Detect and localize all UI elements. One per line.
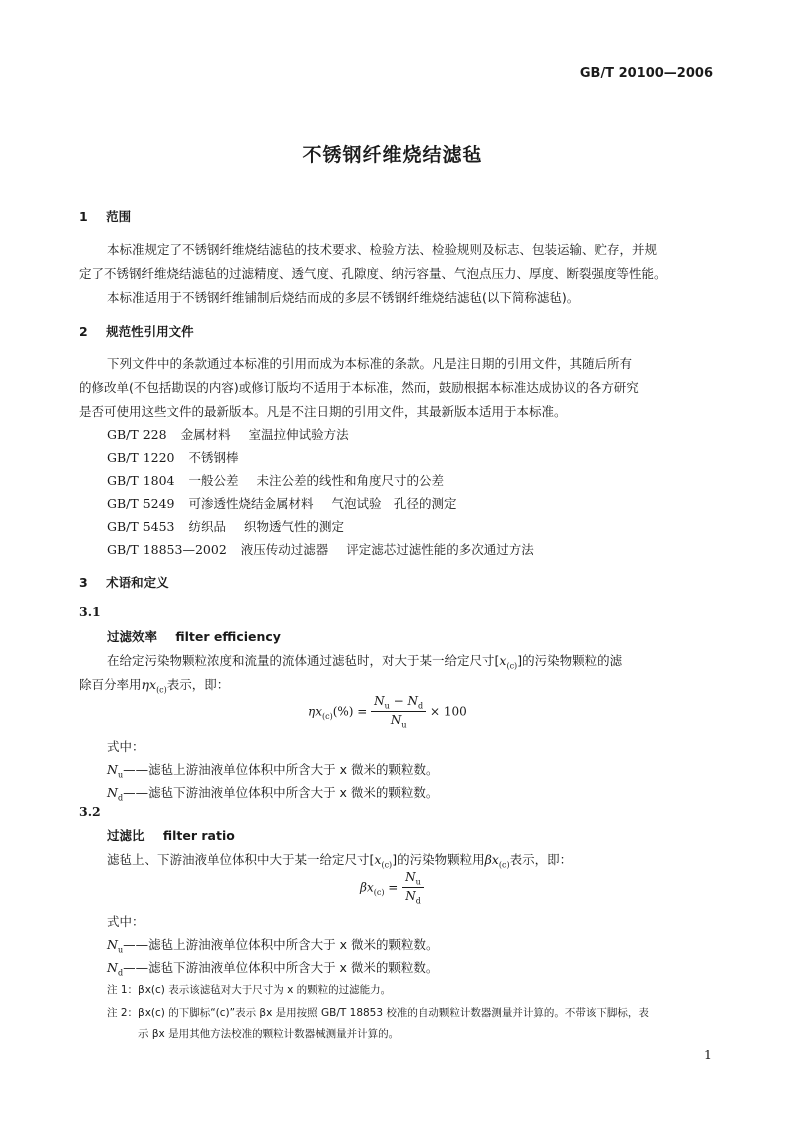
section-number: 1: [79, 209, 88, 224]
term-heading: 过滤效率 filter efficiency: [107, 629, 281, 644]
reference-item: GB/T 1804 一般公差 未注公差的线性和角度尺寸的公差: [107, 473, 445, 488]
formula-fraction: $\frac{N_u}{N_d}$: [402, 870, 424, 906]
section-number: 3: [79, 575, 88, 590]
symbol-definition: $N_d——$滤毡下游油液单位体积中所含大于 x 微米的颗粒数。: [107, 785, 439, 803]
reference-item: GB/T 18853—2002 液压传动过滤器 评定滤芯过滤性能的多次通过方法: [107, 542, 534, 557]
symbol-definition: $N_d——$滤毡下游油液单位体积中所含大于 x 微米的颗粒数。: [107, 960, 439, 978]
reference-item: GB/T 5453 纺织品 织物透气性的测定: [107, 519, 345, 534]
section-1-heading: [79, 207, 131, 225]
section-3-heading: [79, 573, 169, 591]
subsection-number: 3.1: [79, 604, 101, 619]
efficiency-formula: $\eta x_{(c)}(\%)$ = $\frac{N_u - N_d}{N_u}$ × 100: [308, 694, 467, 730]
term-heading: 过滤比 filter ratio: [107, 828, 235, 843]
note-1: 注 1：βx(c) 表示该滤毡对大于尺寸为 x 的颗粒的过滤能力。: [107, 984, 392, 996]
subsection-number: 3.2: [79, 804, 101, 819]
paragraph-line: 是否可使用这些文件的最新版本。凡是不注日期的引用文件，其最新版本适用于本标准。: [79, 404, 567, 419]
page-number: 1: [704, 1047, 712, 1062]
where-label: 式中：: [107, 739, 145, 754]
reference-item: GB/T 228 金属材料 室温拉伸试验方法: [107, 427, 349, 442]
where-label: 式中：: [107, 914, 145, 929]
ratio-formula: $\beta x_{(c)}$ = $\frac{N_u}{N_d}$: [360, 870, 424, 906]
section-2-heading: [79, 322, 194, 340]
note-2-line: 注 2：βx(c) 的下脚标“(c)”表示 βx 是用按照 GB/T 18853 校准的自动颗粒计数器测量并计算的。不带该下脚标，表: [107, 1007, 649, 1019]
definition-line: 滤毡上、下游油液单位体积中大于某一给定尺寸$[x_{(c)}]$的污染物颗粒用$\beta x_{(c)}$表示，即：: [107, 852, 573, 870]
symbol-definition: $N_u——$滤毡上游油液单位体积中所含大于 x 微米的颗粒数。: [107, 762, 439, 780]
paragraph-line: 本标准规定了不锈钢纤维烧结滤毡的技术要求、检验方法、检验规则及标志、包装运输、贮存，并规: [107, 242, 658, 257]
paragraph-line: 本标准适用于不锈钢纤维铺制后烧结而成的多层不锈钢纤维烧结滤毡(以下简称滤毡)。: [107, 290, 580, 305]
section-title: 规范性引用文件: [106, 324, 194, 339]
section-number: 2: [79, 324, 88, 339]
paragraph-line: 下列文件中的条款通过本标准的引用而成为本标准的条款。凡是注日期的引用文件，其随后所有: [107, 356, 633, 371]
reference-item: GB/T 1220 不锈钢棒: [107, 450, 239, 465]
document-title: 不锈钢纤维烧结滤毡: [302, 144, 483, 166]
standard-code: GB/T 20100—2006: [579, 66, 713, 81]
paragraph-line: 的修改单(不包括勘误的内容)或修订版均不适用于本标准，然而，鼓励根据本标准达成协议的各方研究: [79, 380, 639, 395]
section-title: 范围: [106, 209, 132, 224]
note-2-line: 示 βx 是用其他方法校准的颗粒计数器械测量并计算的。: [138, 1028, 400, 1040]
section-title: 术语和定义: [106, 575, 169, 590]
paragraph-line: 定了不锈钢纤维烧结滤毡的过滤精度、透气度、孔隙度、纳污容量、气泡点压力、厚度、断裂强度等性能。: [79, 266, 667, 281]
definition-line: 除百分率用$\eta x_{(c)}$表示，即：: [79, 677, 230, 695]
reference-item: GB/T 5249 可渗透性烧结金属材料 气泡试验 孔径的测定: [107, 496, 457, 511]
definition-line: 在给定污染物颗粒浓度和流量的流体通过滤毡时，对大于某一给定尺寸$[x_{(c)}]$的污染物颗粒的滤: [107, 653, 623, 671]
formula-fraction: $\frac{N_u - N_d}{N_u}$: [371, 694, 426, 730]
symbol-definition: $N_u——$滤毡上游油液单位体积中所含大于 x 微米的颗粒数。: [107, 937, 439, 955]
